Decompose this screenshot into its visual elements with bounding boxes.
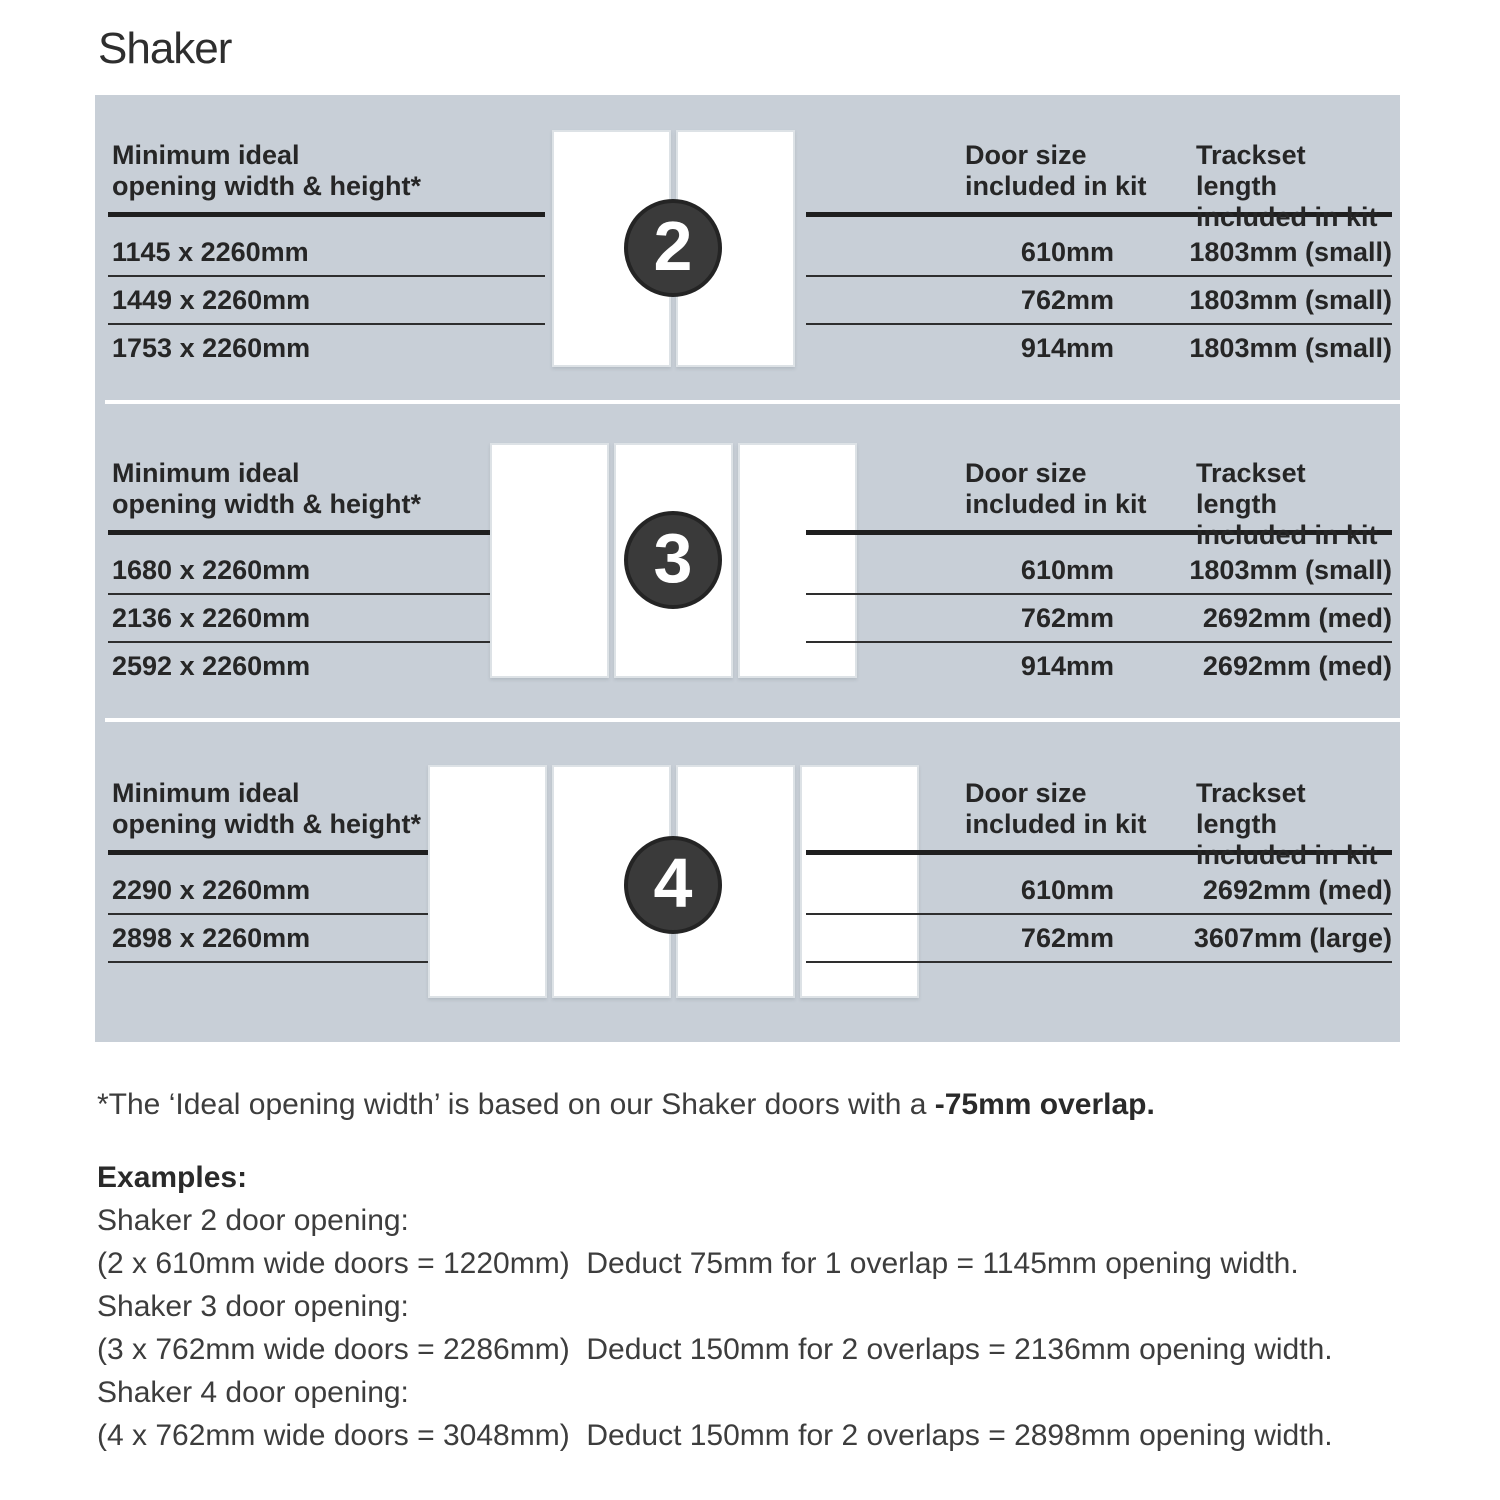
kit-contents-table-2door xyxy=(806,140,1392,373)
door-size-header xyxy=(965,140,1147,202)
opening-row: 2136 x 2260mm xyxy=(108,595,545,643)
header-rule xyxy=(108,212,545,217)
trackset-header xyxy=(1196,778,1392,871)
trackset-header-line1: Trackset length xyxy=(1196,458,1306,519)
opening-header-line2: opening width & height* xyxy=(112,171,421,201)
kit-table-header xyxy=(806,458,1392,550)
kit-row xyxy=(806,595,1392,643)
door-size-header-line2: included in kit xyxy=(965,171,1147,201)
opening-row: 2592 x 2260mm xyxy=(112,651,311,681)
panel-2-door xyxy=(95,95,1400,400)
door-size-value: 610mm xyxy=(1020,875,1114,905)
trackset-header xyxy=(1196,140,1392,233)
opening-row: 1680 x 2260mm xyxy=(108,547,545,595)
example-line: Shaker 3 door opening: xyxy=(97,1290,409,1323)
kit-contents-table-3door xyxy=(806,458,1392,691)
opening-header-line1: Minimum ideal xyxy=(112,778,300,808)
opening-header-line2: opening width & height* xyxy=(112,489,421,519)
panel-4-door xyxy=(95,722,1400,1042)
kit-row xyxy=(806,547,1392,595)
door-size-value: 610mm xyxy=(1020,237,1114,267)
header-rule xyxy=(108,530,545,535)
page-title: Shaker xyxy=(98,24,232,73)
door-size-header xyxy=(965,778,1147,840)
opening-table-header xyxy=(108,140,545,206)
examples-heading: Examples: xyxy=(97,1161,248,1194)
door-size-value: 914mm xyxy=(1020,333,1114,363)
door-size-header-line1: Door size xyxy=(965,458,1087,488)
opening-header-line1: Minimum ideal xyxy=(112,140,300,170)
trackset-header-line2: included in kit xyxy=(1196,520,1378,550)
kit-contents-table-4door xyxy=(806,778,1392,963)
door-count-badge-4: 4 xyxy=(624,836,722,934)
door-size-header xyxy=(965,458,1147,520)
example-line: Shaker 4 door opening: xyxy=(97,1376,409,1409)
opening-header-line2: opening width & height* xyxy=(112,809,421,839)
trackset-header-line2: included in kit xyxy=(1196,202,1378,232)
door-panel xyxy=(490,443,609,678)
example-line: Shaker 2 door opening: xyxy=(97,1204,409,1237)
trackset-value: 3607mm (large) xyxy=(1193,923,1392,953)
kit-row xyxy=(806,643,1392,691)
opening-size-table-3door xyxy=(108,458,545,691)
kit-row xyxy=(806,325,1392,373)
door-size-value: 914mm xyxy=(1020,651,1114,681)
footnote-text: *The ‘Ideal opening width’ is based on our Shaker doors with a xyxy=(97,1088,935,1121)
example-line: (4 x 762mm wide doors = 3048mm) Deduct 150mm for 2 overlaps = 2898mm opening width. xyxy=(97,1419,1333,1452)
trackset-header-line2: included in kit xyxy=(1196,840,1378,870)
opening-table-header xyxy=(108,458,545,524)
opening-header-line1: Minimum ideal xyxy=(112,458,300,488)
footnote-bold-text: -75mm overlap. xyxy=(934,1088,1155,1121)
door-size-header-line2: included in kit xyxy=(965,489,1147,519)
trackset-value: 2692mm (med) xyxy=(1202,603,1392,633)
example-line: (3 x 762mm wide doors = 2286mm) Deduct 150mm for 2 overlaps = 2136mm opening width. xyxy=(97,1333,1333,1366)
example-line: (2 x 610mm wide doors = 1220mm) Deduct 75mm for 1 overlap = 1145mm opening width. xyxy=(97,1247,1299,1280)
trackset-value: 1803mm (small) xyxy=(1189,555,1392,585)
opening-row: 1449 x 2260mm xyxy=(108,277,545,325)
door-size-header-line1: Door size xyxy=(965,778,1087,808)
kit-table-header xyxy=(806,140,1392,232)
opening-row: 2290 x 2260mm xyxy=(108,867,545,915)
kit-table-header xyxy=(806,778,1392,870)
door-size-value: 762mm xyxy=(1020,923,1114,953)
trackset-value: 2692mm (med) xyxy=(1202,651,1392,681)
opening-size-table-2door xyxy=(108,140,545,373)
door-size-value: 762mm xyxy=(1020,603,1114,633)
door-count-badge-3: 3 xyxy=(624,511,722,609)
door-size-value: 610mm xyxy=(1020,555,1114,585)
kit-row xyxy=(806,867,1392,915)
door-panel xyxy=(428,765,547,998)
trackset-header-line1: Trackset length xyxy=(1196,778,1306,839)
door-size-header-line2: included in kit xyxy=(965,809,1147,839)
trackset-value: 1803mm (small) xyxy=(1189,333,1392,363)
panel-3-door xyxy=(95,404,1400,718)
kit-row xyxy=(806,915,1392,963)
door-size-value: 762mm xyxy=(1020,285,1114,315)
footnote xyxy=(97,1088,1155,1122)
opening-row: 1145 x 2260mm xyxy=(108,229,545,277)
opening-row: 1753 x 2260mm xyxy=(112,333,311,363)
trackset-value: 1803mm (small) xyxy=(1189,285,1392,315)
kit-row xyxy=(806,277,1392,325)
door-size-header-line1: Door size xyxy=(965,140,1087,170)
trackset-header xyxy=(1196,458,1392,551)
trackset-value: 2692mm (med) xyxy=(1202,875,1392,905)
trackset-value: 1803mm (small) xyxy=(1189,237,1392,267)
trackset-header-line1: Trackset length xyxy=(1196,140,1306,201)
spec-tables-container xyxy=(95,95,1400,1042)
door-count-badge-2: 2 xyxy=(624,199,722,297)
examples-block xyxy=(97,1156,1333,1457)
opening-row: 2898 x 2260mm xyxy=(108,915,545,963)
kit-row xyxy=(806,229,1392,277)
